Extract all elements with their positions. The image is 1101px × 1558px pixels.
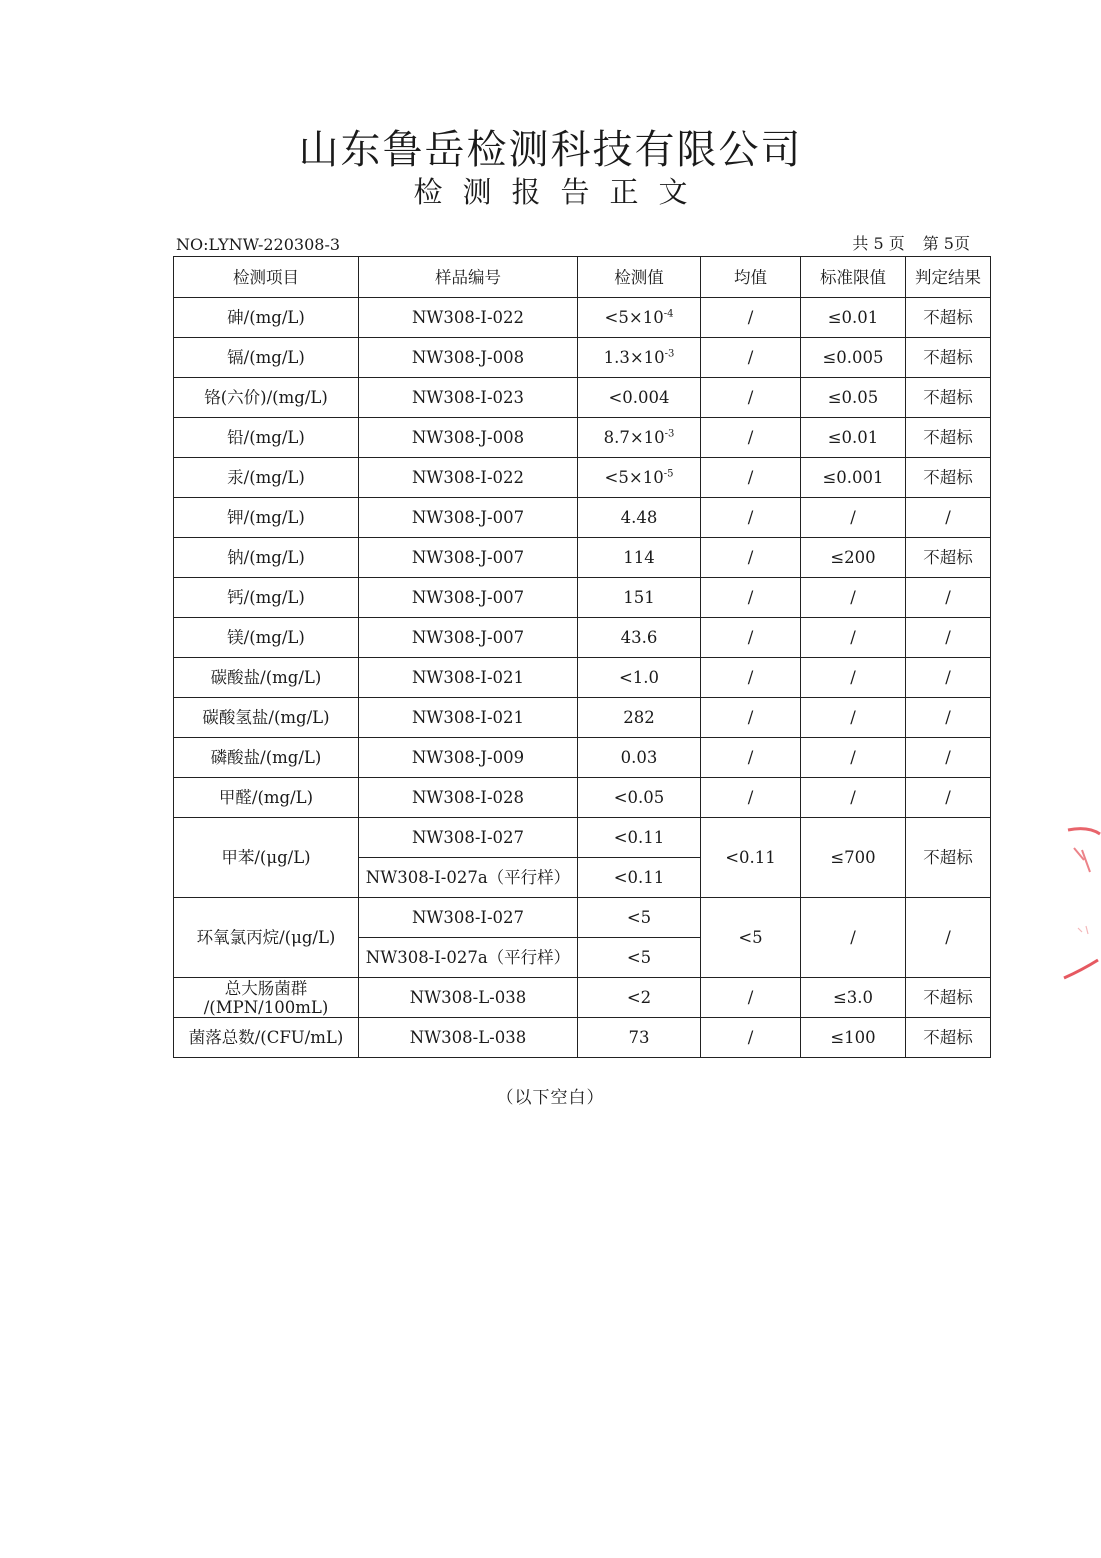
cell-mean: /: [701, 618, 801, 658]
cell-result: /: [906, 898, 991, 978]
cell-result: 不超标: [906, 338, 991, 378]
current-page: 第 5页: [922, 234, 970, 253]
table-row: [174, 578, 991, 618]
cell-mean: /: [701, 738, 801, 778]
cell-item: 碳酸氢盐/(mg/L): [174, 698, 359, 738]
cell-limit: ≤0.001: [801, 458, 906, 498]
cell-sample: NW308-I-021: [359, 698, 578, 738]
cell-sample: NW308-L-038: [359, 978, 578, 1018]
cell-limit: /: [801, 618, 906, 658]
cell-mean: /: [701, 338, 801, 378]
table-row: [174, 738, 991, 778]
table-row: [174, 618, 991, 658]
cell-limit: /: [801, 778, 906, 818]
cell-limit: ≤0.01: [801, 298, 906, 338]
table-row: [174, 298, 991, 338]
cell-sample: NW308-I-027: [359, 898, 578, 938]
cell-item-line2: /(MPN/100mL): [203, 997, 329, 1017]
cell-value: <5: [578, 898, 701, 938]
cell-item: 环氧氯丙烷/(μg/L): [174, 898, 359, 978]
cell-sample: NW308-J-007: [359, 618, 578, 658]
cell-sample: NW308-J-007: [359, 578, 578, 618]
cell-value: 43.6: [578, 618, 701, 658]
total-pages: 共 5 页: [852, 234, 905, 253]
cell-result: 不超标: [906, 818, 991, 898]
cell-item: 菌落总数/(CFU/mL): [174, 1018, 359, 1058]
cell-limit: ≤0.05: [801, 378, 906, 418]
table-header-row: [174, 257, 991, 298]
cell-mean: /: [701, 658, 801, 698]
cell-result: /: [906, 658, 991, 698]
cell-value: 282: [578, 698, 701, 738]
cell-result: /: [906, 738, 991, 778]
cell-result: 不超标: [906, 378, 991, 418]
cell-value: $8.7\times 10^{-3}$: [578, 418, 701, 458]
col-header-mean: 均值: [701, 257, 801, 298]
cell-mean: /: [701, 418, 801, 458]
cell-result: /: [906, 618, 991, 658]
cell-item: 汞/(mg/L): [174, 458, 359, 498]
cell-item: 甲醛/(mg/L): [174, 778, 359, 818]
cell-mean: /: [701, 778, 801, 818]
cell-mean: /: [701, 698, 801, 738]
cell-limit: /: [801, 578, 906, 618]
cell-limit: ≤100: [801, 1018, 906, 1058]
table-row: [174, 698, 991, 738]
col-header-limit: 标准限值: [801, 257, 906, 298]
cell-value: 4.48: [578, 498, 701, 538]
table-row: [174, 658, 991, 698]
cell-value: 0.03: [578, 738, 701, 778]
cell-item: 碳酸盐/(mg/L): [174, 658, 359, 698]
cell-value: <2: [578, 978, 701, 1018]
cell-mean: /: [701, 298, 801, 338]
cell-sample: NW308-J-007: [359, 498, 578, 538]
cell-value: <5: [578, 938, 701, 978]
table-row-coliform: [174, 978, 991, 1018]
cell-mean: /: [701, 538, 801, 578]
cell-limit: ≤0.01: [801, 418, 906, 458]
cell-sample: NW308-I-028: [359, 778, 578, 818]
cell-sample: NW308-L-038: [359, 1018, 578, 1058]
test-results-table: [173, 256, 991, 1058]
cell-sample: NW308-I-027a（平行样）: [359, 938, 578, 978]
cell-result: /: [906, 498, 991, 538]
blank-below-note: （以下空白）: [496, 1088, 605, 1108]
cell-sample: NW308-I-023: [359, 378, 578, 418]
cell-sample: NW308-I-027: [359, 818, 578, 858]
cell-item: 铅/(mg/L): [174, 418, 359, 458]
cell-sample: NW308-J-007: [359, 538, 578, 578]
cell-item: 甲苯/(μg/L): [174, 818, 359, 898]
cell-item: 铬(六价)/(mg/L): [174, 378, 359, 418]
cell-limit: /: [801, 738, 906, 778]
cell-value: 151: [578, 578, 701, 618]
cell-limit: ≤700: [801, 818, 906, 898]
cell-mean: <5: [701, 898, 801, 978]
cell-result: 不超标: [906, 418, 991, 458]
cell-item: 钙/(mg/L): [174, 578, 359, 618]
cell-value: <0.05: [578, 778, 701, 818]
col-header-value: 检测值: [578, 257, 701, 298]
cell-limit: /: [801, 658, 906, 698]
cell-limit: ≤0.005: [801, 338, 906, 378]
col-header-item: 检测项目: [174, 257, 359, 298]
cell-value: <0.004: [578, 378, 701, 418]
cell-limit: ≤200: [801, 538, 906, 578]
cell-sample: NW308-I-021: [359, 658, 578, 698]
cell-item: 镁/(mg/L): [174, 618, 359, 658]
cell-sample: NW308-I-022: [359, 458, 578, 498]
table-row: [174, 378, 991, 418]
cell-result: /: [906, 698, 991, 738]
cell-value: $<5\times 10^{-5}$: [578, 458, 701, 498]
page-indicator: [852, 231, 970, 254]
cell-result: /: [906, 778, 991, 818]
report-number: NO:LYNW-220308-3: [176, 235, 341, 254]
cell-value: <0.11: [578, 858, 701, 898]
cell-value: $<5\times 10^{-4}$: [578, 298, 701, 338]
cell-mean: /: [701, 378, 801, 418]
col-header-sample: 样品编号: [359, 257, 578, 298]
cell-item-line1: 总大肠菌群: [224, 978, 308, 998]
cell-result: 不超标: [906, 538, 991, 578]
table-row-toluene: [174, 818, 991, 858]
cell-sample: NW308-I-022: [359, 298, 578, 338]
cell-item: 砷/(mg/L): [174, 298, 359, 338]
cell-value: <0.11: [578, 818, 701, 858]
cell-result: 不超标: [906, 978, 991, 1018]
report-subtitle: 检测报告正文: [413, 175, 708, 209]
cell-mean: /: [701, 978, 801, 1018]
cell-result: 不超标: [906, 298, 991, 338]
table-row: [174, 778, 991, 818]
cell-mean: /: [701, 578, 801, 618]
cell-sample: NW308-J-009: [359, 738, 578, 778]
cell-item: 镉/(mg/L): [174, 338, 359, 378]
table-row: [174, 538, 991, 578]
cell-sample: NW308-J-008: [359, 338, 578, 378]
cell-value: <1.0: [578, 658, 701, 698]
company-name: 山东鲁岳检测科技有限公司: [298, 127, 803, 173]
cell-result: 不超标: [906, 458, 991, 498]
table-row: [174, 498, 991, 538]
table-row: [174, 418, 991, 458]
cell-result: /: [906, 578, 991, 618]
cell-value: 114: [578, 538, 701, 578]
report-meta: [174, 232, 990, 254]
cell-item: [174, 978, 359, 1018]
cell-item: 钾/(mg/L): [174, 498, 359, 538]
cell-limit: /: [801, 498, 906, 538]
cell-mean: /: [701, 458, 801, 498]
col-header-result: 判定结果: [906, 257, 991, 298]
cell-value: $1.3\times 10^{-3}$: [578, 338, 701, 378]
table-row: [174, 458, 991, 498]
cell-sample: NW308-J-008: [359, 418, 578, 458]
cell-mean: <0.11: [701, 818, 801, 898]
cell-sample: NW308-I-027a（平行样）: [359, 858, 578, 898]
cell-value: 73: [578, 1018, 701, 1058]
cell-mean: /: [701, 498, 801, 538]
cell-limit: /: [801, 698, 906, 738]
partial-seal-mark: [1060, 820, 1101, 990]
cell-limit: ≤3.0: [801, 978, 906, 1018]
table-row: [174, 338, 991, 378]
table-row-epichlorohydrin: [174, 898, 991, 938]
cell-mean: /: [701, 1018, 801, 1058]
cell-item: 磷酸盐/(mg/L): [174, 738, 359, 778]
table-row-colony: [174, 1018, 991, 1058]
cell-result: 不超标: [906, 1018, 991, 1058]
cell-limit: /: [801, 898, 906, 978]
cell-item: 钠/(mg/L): [174, 538, 359, 578]
